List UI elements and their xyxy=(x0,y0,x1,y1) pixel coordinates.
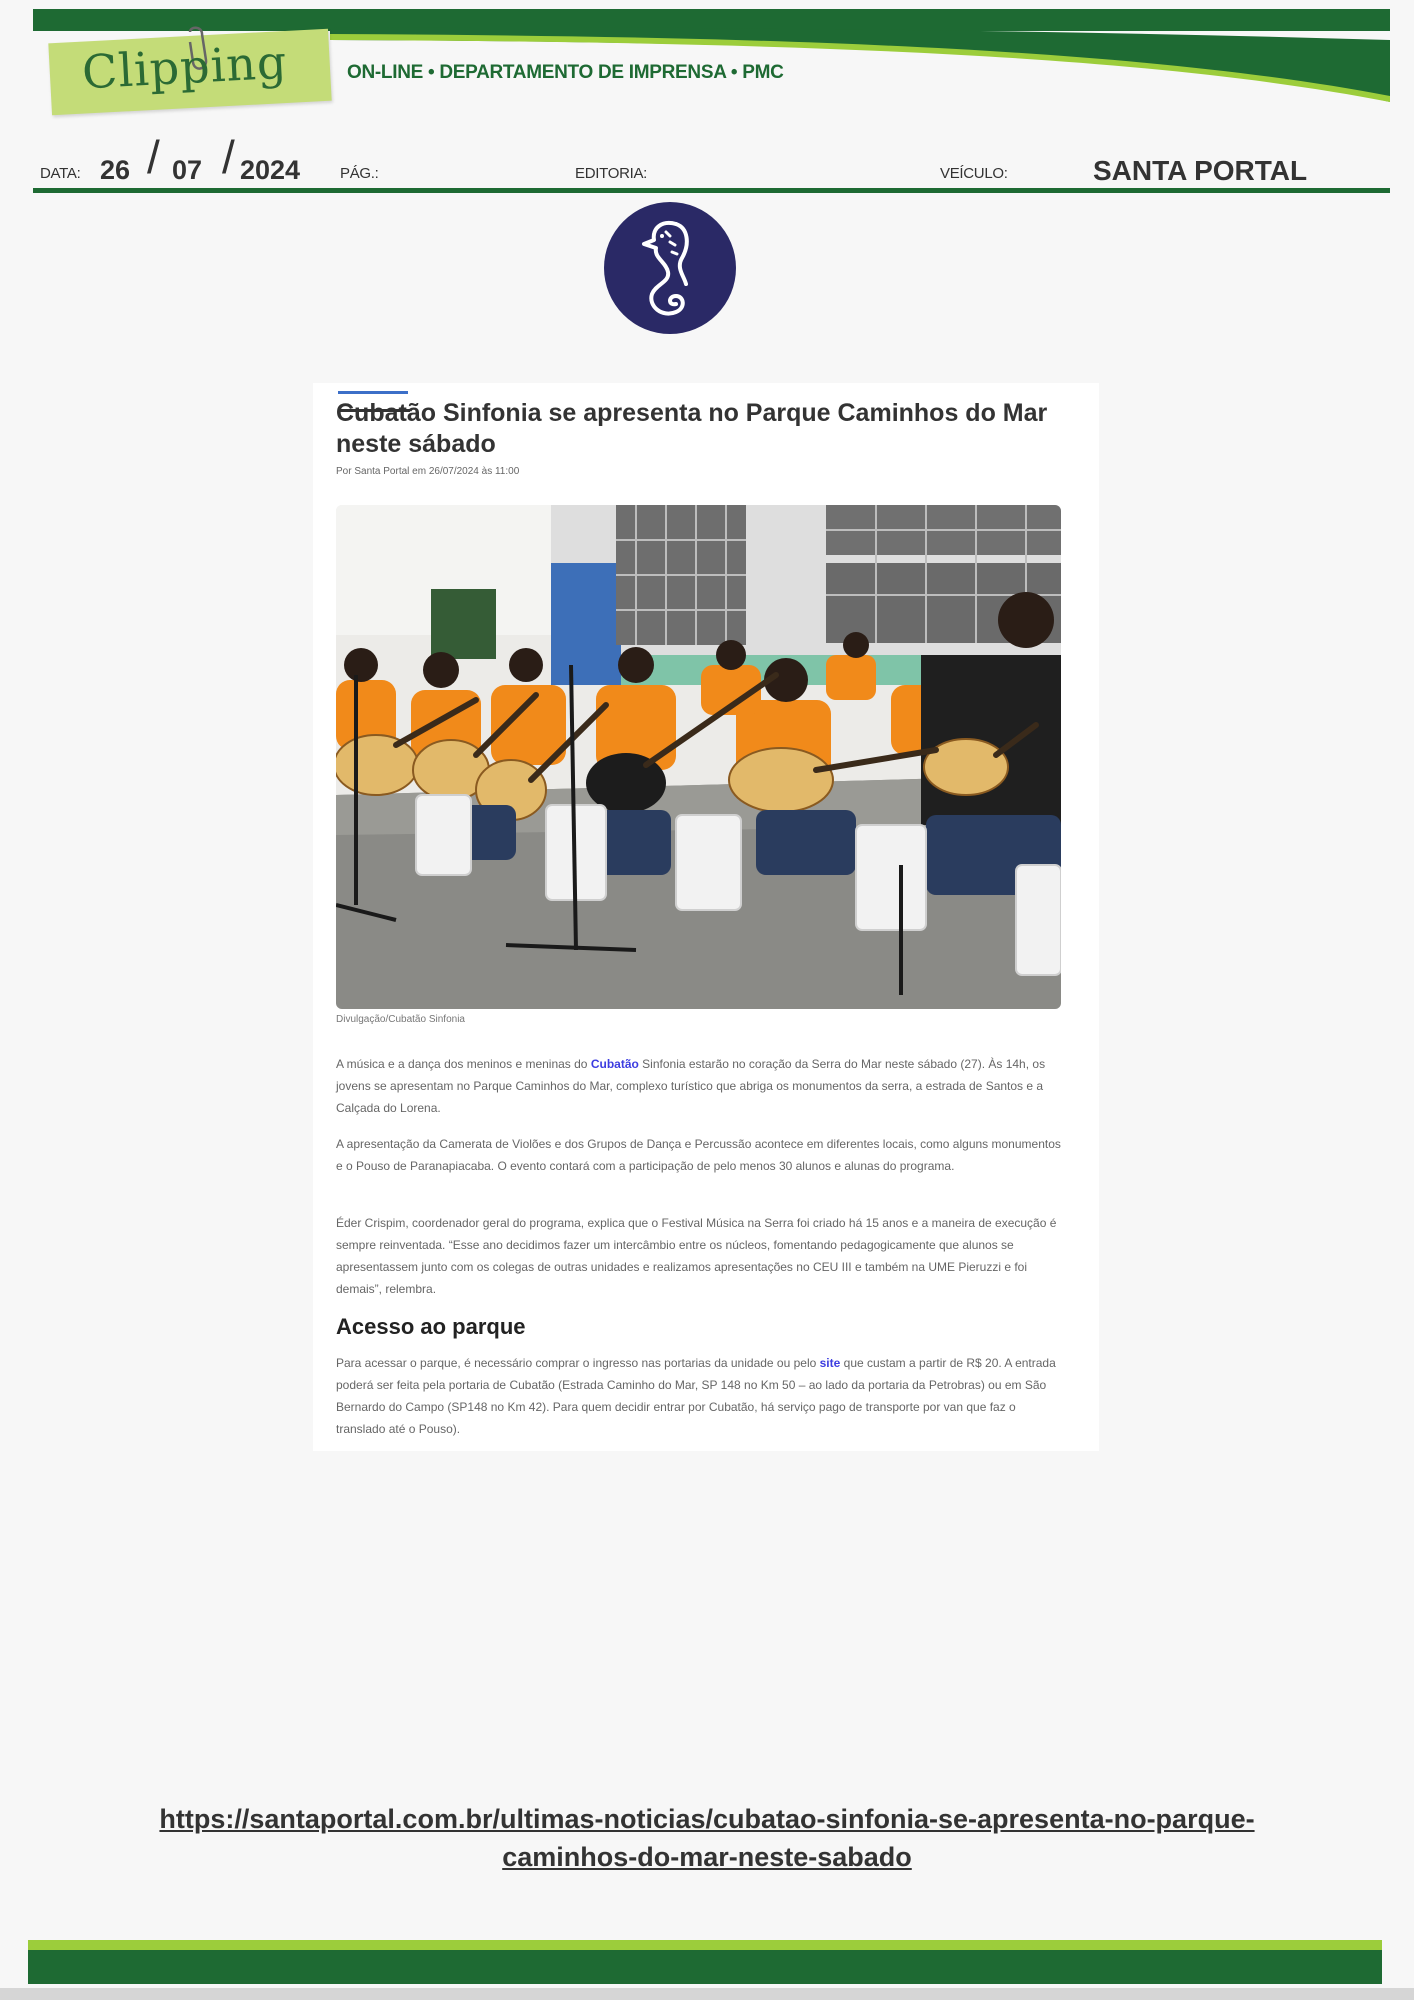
paragraph-text: que custam a partir de R$ 20. A entrada poderá ser feita pela portaria de Cubatão (Estrada Caminho do Mar, SP 148 no Km 50 – ao lado da portaria da Petrobras) ou em São Bernardo do Campo (SP148 no Km 42). Para quem decidir entrar por Cubatão, há serviço pago de transporte por van que faz o translado até o Pouso). xyxy=(336,1356,1056,1436)
footer-shadow xyxy=(0,1988,1414,2000)
source-url-line-1[interactable]: https://santaportal.com.br/ultimas-noticias/cubatao-sinfonia-se-apresenta-no-parque- xyxy=(159,1804,1255,1834)
article-paragraph: Éder Crispim, coordenador geral do programa, explica que o Festival Música na Serra foi criado há 15 anos e a maneira de execução é sempre reinventada. “Esse ano decidimos fazer um intercâmbio entre os núcleos, fomentando pedagogicamente que alunos se apresentassem junto com os colegas de outras unidades e realizamos apresentações no CEU III e também na UME Pieruzzi e foi demais”, relembra. xyxy=(336,1216,1057,1296)
veiculo-value: SANTA PORTAL xyxy=(1093,155,1308,186)
article-paragraph: A apresentação da Camerata de Violões e dos Grupos de Dança e Percussão acontece em diferentes locais, como alguns monumentos e o Pouso de Paranapiacaba. O evento contará com a participação de pelo menos 30 alunos e alunas do programa. xyxy=(336,1137,1061,1173)
editoria-label: EDITORIA: xyxy=(575,165,648,182)
page-label: PÁG.: xyxy=(340,165,379,182)
date-year: 2024 xyxy=(240,155,301,185)
cubatao-link[interactable]: Cubatão xyxy=(590,1057,639,1071)
photo-caption: Divulgação/Cubatão Sinfonia xyxy=(336,1014,465,1025)
santa-portal-logo xyxy=(604,202,736,334)
paragraph-text: Sinfonia estarão no coração da Serra do Mar neste sábado (27). Às 14h, os jovens se apresentam no Parque Caminhos do Mar, complexo turístico que abriga os monumentos da serra, a estrada de Santos e a Calçada do Lorena. xyxy=(336,1057,1046,1115)
footer-dark-bar xyxy=(28,1950,1382,1984)
header-rule xyxy=(33,188,1390,193)
date-month: 07 xyxy=(172,155,203,185)
site-link[interactable]: site xyxy=(819,1356,841,1370)
paragraph-text: Para acessar o parque, é necessário comprar o ingresso nas portarias da unidade ou pelo xyxy=(336,1356,820,1370)
clipping-title: Clipping xyxy=(80,34,289,100)
article-paragraph xyxy=(336,1053,1061,1119)
article-category-tabs xyxy=(338,381,486,386)
orchestra-photo xyxy=(336,505,1061,1009)
date-separator: / xyxy=(222,131,235,183)
seahorse-icon xyxy=(604,202,736,334)
footer-light-bar xyxy=(28,1940,1382,1950)
date-label: DATA: xyxy=(40,165,81,182)
header-subtitle: ON-LINE • DEPARTAMENTO DE IMPRENSA • PMC xyxy=(347,62,784,83)
paragraph-text: A música e a dança dos meninos e meninas do xyxy=(336,1057,591,1071)
category-tab[interactable] xyxy=(338,391,408,394)
date-separator: / xyxy=(147,131,160,183)
date-day: 26 xyxy=(100,155,131,185)
article-byline: Por Santa Portal em 26/07/2024 às 11:00 xyxy=(336,466,520,477)
veiculo-label: VEÍCULO: xyxy=(940,165,1008,182)
article-title: Cubatão Sinfonia se apresenta no Parque Caminhos do Mar neste sábado xyxy=(336,399,1048,458)
article-paragraph xyxy=(336,1352,1061,1440)
article-photo xyxy=(336,505,1061,1009)
source-url-line-2[interactable]: caminhos-do-mar-neste-sabado xyxy=(502,1842,912,1872)
section-heading: Acesso ao parque xyxy=(336,1314,526,1339)
